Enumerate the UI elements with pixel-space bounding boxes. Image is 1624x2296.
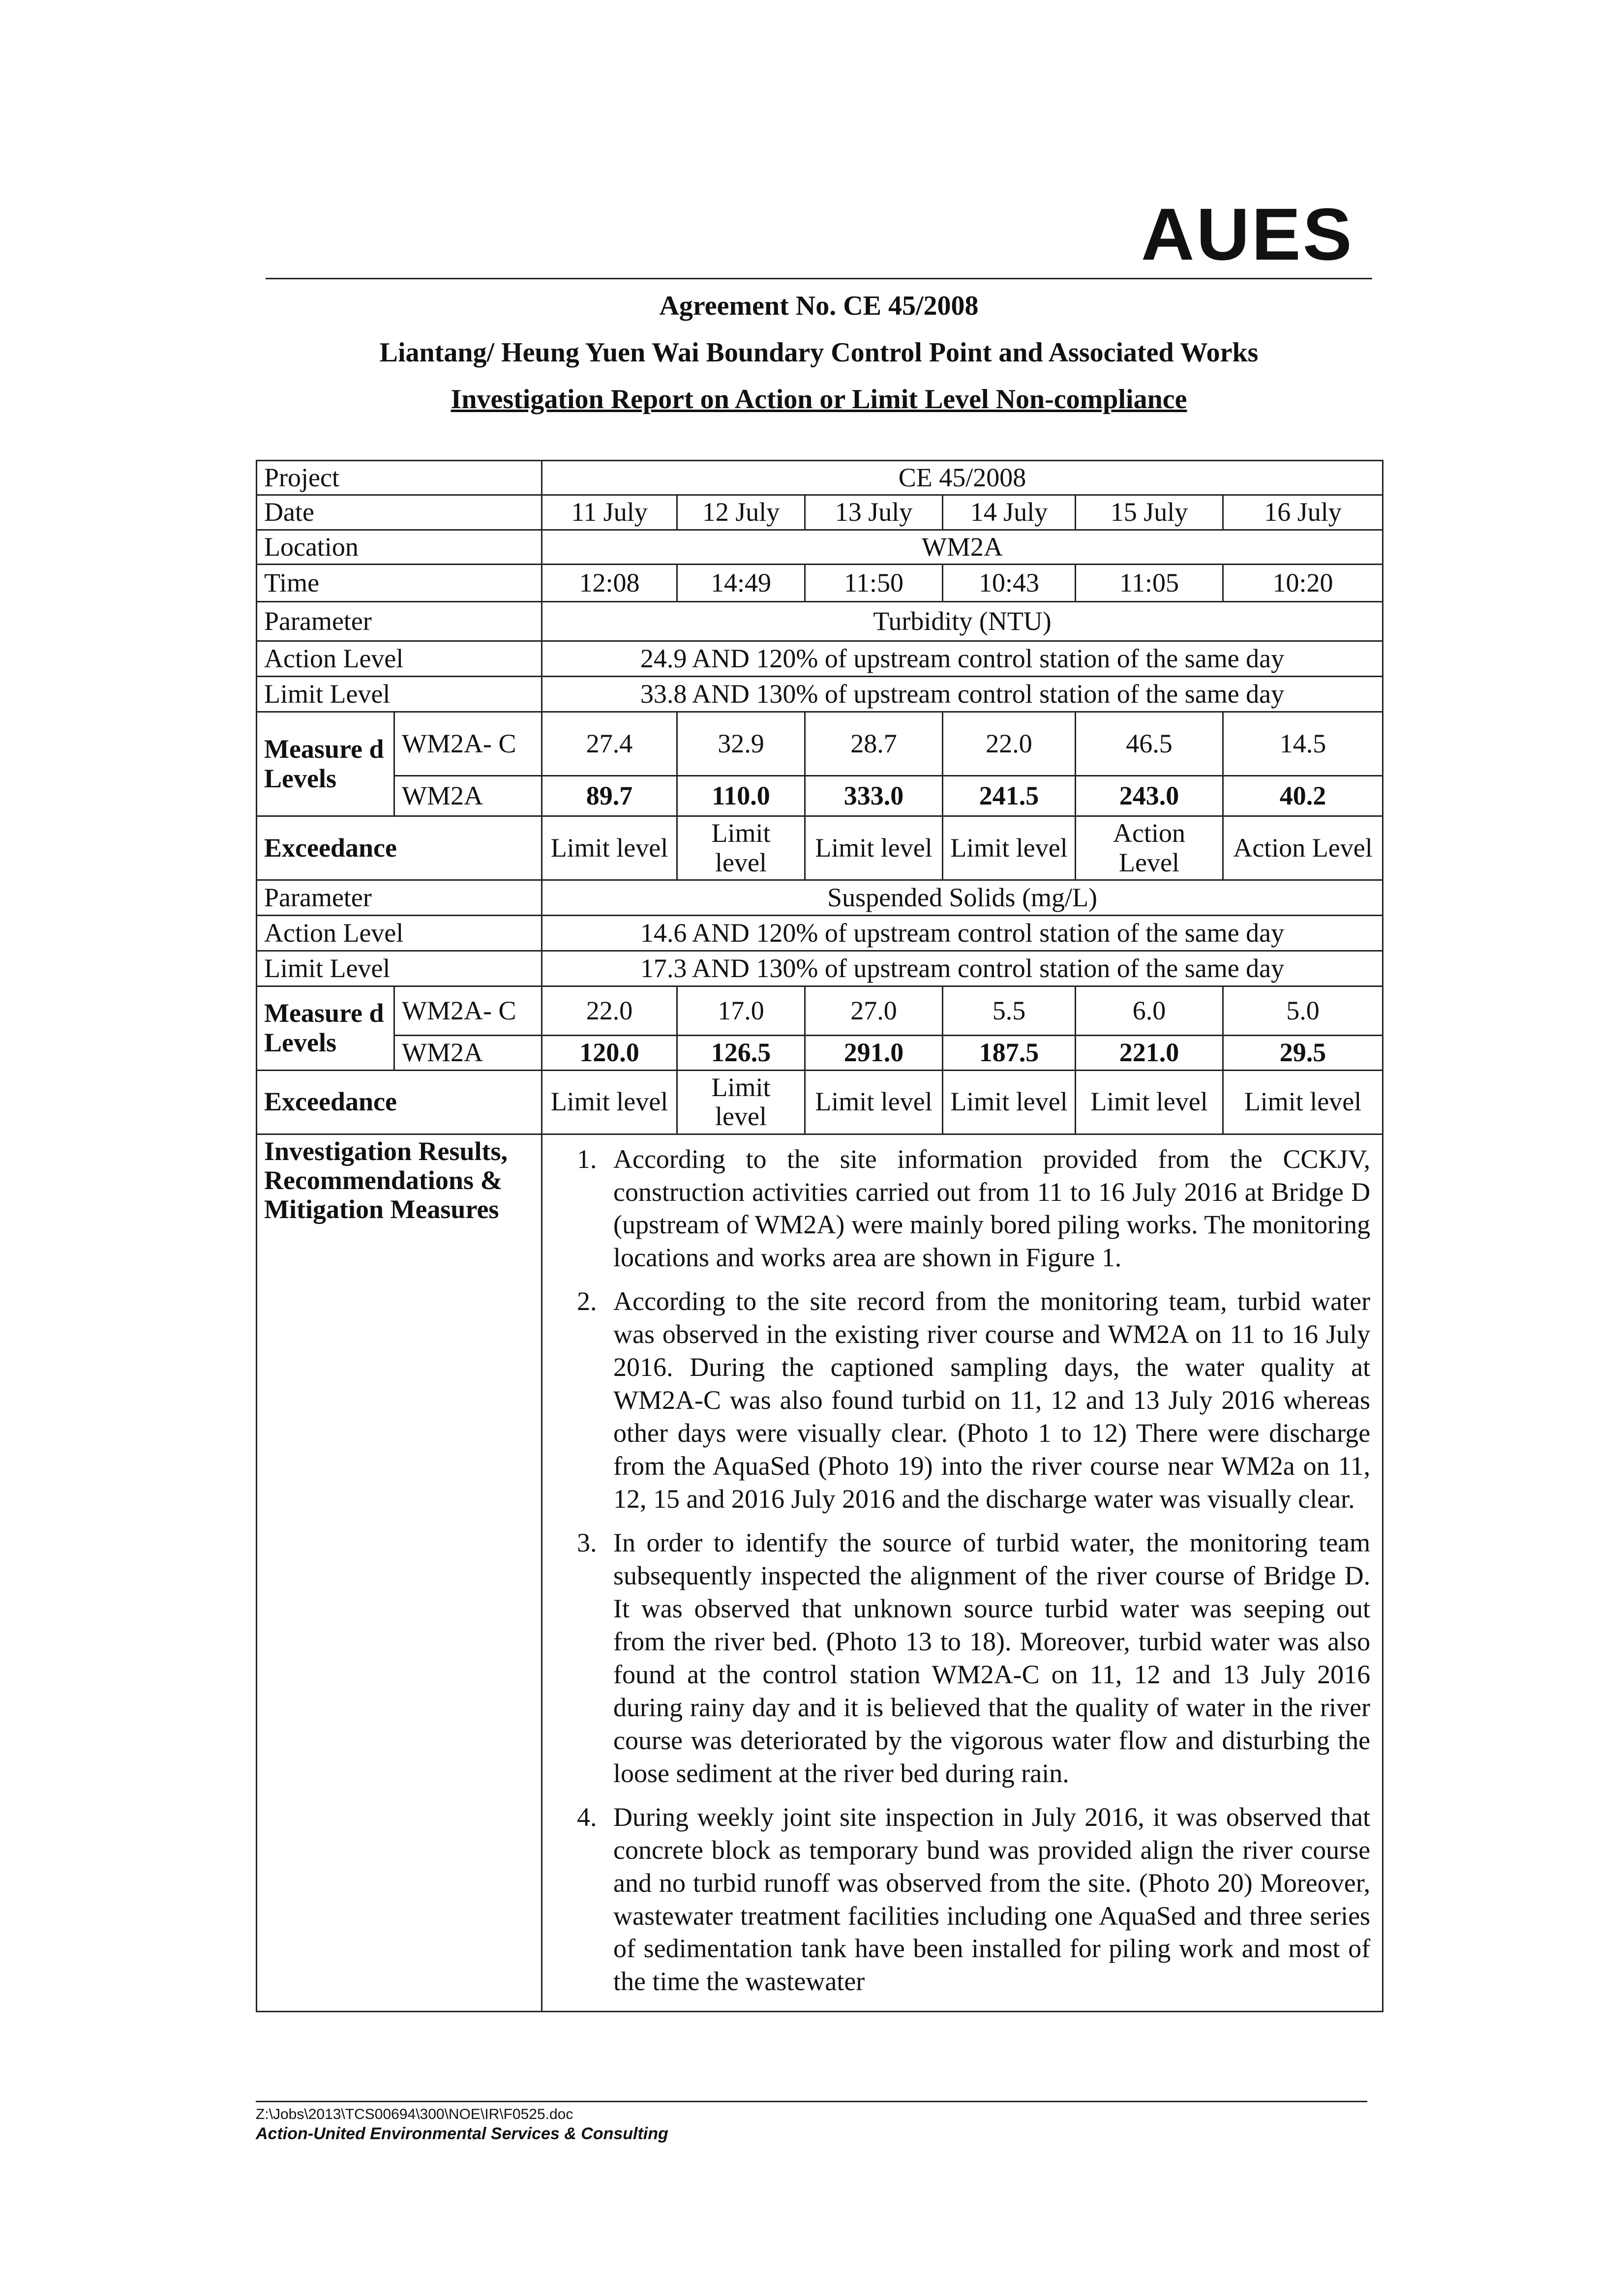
exceedance-cell: Limit level [805, 1070, 943, 1134]
project-label: Project [257, 461, 542, 495]
time-cell: 11:05 [1076, 565, 1223, 602]
measured-levels-label: Measure d Levels [257, 986, 394, 1070]
time-cell: 10:20 [1223, 565, 1383, 602]
time-cell: 10:43 [943, 565, 1076, 602]
control-value: 22.0 [542, 986, 677, 1036]
impact-value: 110.0 [677, 776, 805, 816]
date-cell: 14 July [943, 495, 1076, 530]
exceedance-cell: Limit level [542, 816, 677, 880]
exceedance-cell: Limit level [677, 1070, 805, 1134]
action-level-value: 24.9 AND 120% of upstream control station of the same day [542, 641, 1383, 677]
parameter-label: Parameter [257, 880, 542, 916]
control-station-label: WM2A- C [394, 986, 542, 1036]
action-level-label: Action Level [257, 641, 542, 677]
exceedance-cell: Limit level [1076, 1070, 1223, 1134]
investigation-item: 1. According to the site information provided from the CCKJV, construction activities carried out from 11 to 16 July 2016 at Bridge D (upstream of WM2A) were mainly bored piling works. The monitoring locations and works area are shown in Figure 1. [603, 1143, 1370, 1275]
measured-levels-label: Measure d Levels [257, 712, 394, 816]
impact-value: 333.0 [805, 776, 943, 816]
exceedance-cell: Action Level [1223, 816, 1383, 880]
impact-value: 243.0 [1076, 776, 1223, 816]
impact-value: 29.5 [1223, 1036, 1383, 1070]
control-value: 17.0 [677, 986, 805, 1036]
footer-rule [256, 2101, 1367, 2102]
control-value: 28.7 [805, 712, 943, 776]
investigation-list [549, 1137, 1375, 1998]
project-value: CE 45/2008 [542, 461, 1383, 495]
date-cell: 15 July [1076, 495, 1223, 530]
exceedance-cell: Limit level [805, 816, 943, 880]
investigation-item: 2. According to the site record from the monitoring team, turbid water was observed in the existing river course and WM2A on 11 to 16 July 2016. During the captioned sampling days, the water quality at WM2A-C was also found turbid on 11, 12 and 13 July 2016 whereas other days were visually clear. (Photo 1 to 12) There were discharge from the AquaSed (Photo 19) into the river course near WM2a on 11, 12, 15 and 2016 July 2016 and the discharge water was visually clear. [603, 1285, 1370, 1516]
header-rule [266, 278, 1372, 279]
impact-value: 291.0 [805, 1036, 943, 1070]
company-logo: AUES [1141, 193, 1354, 275]
parameter-label: Parameter [257, 602, 542, 641]
exceedance-cell: Limit level [943, 1070, 1076, 1134]
date-label: Date [257, 495, 542, 530]
time-cell: 12:08 [542, 565, 677, 602]
date-cell: 13 July [805, 495, 943, 530]
investigation-item: 3. In order to identify the source of turbid water, the monitoring team subsequently inspected the alignment of the river course of Bridge D. It was observed that unknown source turbid water was seeping out from the river bed. (Photo 13 to 18). Moreover, turbid water was also found at the control station WM2A-C on 11, 12 and 13 July 2016 during rainy day and it is believed that the quality of water in the river course was deteriorated by the vigorous water flow and disturbing the loose sediment at the river bed during rain. [603, 1526, 1370, 1790]
parameter-value: Turbidity (NTU) [542, 602, 1383, 641]
control-value: 22.0 [943, 712, 1076, 776]
impact-value: 187.5 [943, 1036, 1076, 1070]
exceedance-label: Exceedance [257, 816, 542, 880]
control-value: 46.5 [1076, 712, 1223, 776]
footer-company: Action-United Environmental Services & Consulting [256, 2124, 668, 2143]
exceedance-cell: Limit level [943, 816, 1076, 880]
report-table [256, 460, 1383, 2012]
control-value: 27.4 [542, 712, 677, 776]
impact-value: 120.0 [542, 1036, 677, 1070]
impact-value: 221.0 [1076, 1036, 1223, 1070]
impact-value: 40.2 [1223, 776, 1383, 816]
exceedance-cell: Limit level [677, 816, 805, 880]
exceedance-label: Exceedance [257, 1070, 542, 1134]
date-cell: 11 July [542, 495, 677, 530]
impact-value: 89.7 [542, 776, 677, 816]
exceedance-cell: Action Level [1076, 816, 1223, 880]
investigation-results [542, 1134, 1383, 2012]
date-cell: 16 July [1223, 495, 1383, 530]
exceedance-cell: Limit level [542, 1070, 677, 1134]
investigation-label: Investigation Results, Recommendations & Mitigation Measures [257, 1134, 542, 2012]
time-cell: 14:49 [677, 565, 805, 602]
time-label: Time [257, 565, 542, 602]
impact-station-label: WM2A [394, 776, 542, 816]
control-value: 14.5 [1223, 712, 1383, 776]
impact-station-label: WM2A [394, 1036, 542, 1070]
impact-value: 126.5 [677, 1036, 805, 1070]
control-value: 5.0 [1223, 986, 1383, 1036]
impact-value: 241.5 [943, 776, 1076, 816]
footer-file-path: Z:\Jobs\2013\TCS00694\300\NOE\IR\F0525.doc [256, 2106, 573, 2122]
limit-level-value: 17.3 AND 130% of upstream control station of the same day [542, 951, 1383, 986]
control-station-label: WM2A- C [394, 712, 542, 776]
agreement-number: Agreement No. CE 45/2008 [659, 291, 979, 321]
action-level-label: Action Level [257, 916, 542, 951]
date-cell: 12 July [677, 495, 805, 530]
limit-level-label: Limit Level [257, 951, 542, 986]
time-cell: 11:50 [805, 565, 943, 602]
parameter-value: Suspended Solids (mg/L) [542, 880, 1383, 916]
limit-level-label: Limit Level [257, 677, 542, 712]
control-value: 32.9 [677, 712, 805, 776]
location-label: Location [257, 530, 542, 564]
limit-level-value: 33.8 AND 130% of upstream control station of the same day [542, 677, 1383, 712]
project-title: Liantang/ Heung Yuen Wai Boundary Control Point and Associated Works [379, 337, 1259, 368]
control-value: 5.5 [943, 986, 1076, 1036]
location-value: WM2A [542, 530, 1383, 564]
control-value: 6.0 [1076, 986, 1223, 1036]
action-level-value: 14.6 AND 120% of upstream control station of the same day [542, 916, 1383, 951]
exceedance-cell: Limit level [1223, 1070, 1383, 1134]
report-title: Investigation Report on Action or Limit Level Non-compliance [451, 384, 1187, 415]
investigation-item: 4. During weekly joint site inspection in July 2016, it was observed that concrete block as temporary bund was provided align the river course and no turbid runoff was observed from the site. (Photo 20) Moreover, wastewater treatment facilities including one AquaSed and three series of sedimentation tank have been installed for piling work and most of the time the wastewater [603, 1801, 1370, 1998]
control-value: 27.0 [805, 986, 943, 1036]
